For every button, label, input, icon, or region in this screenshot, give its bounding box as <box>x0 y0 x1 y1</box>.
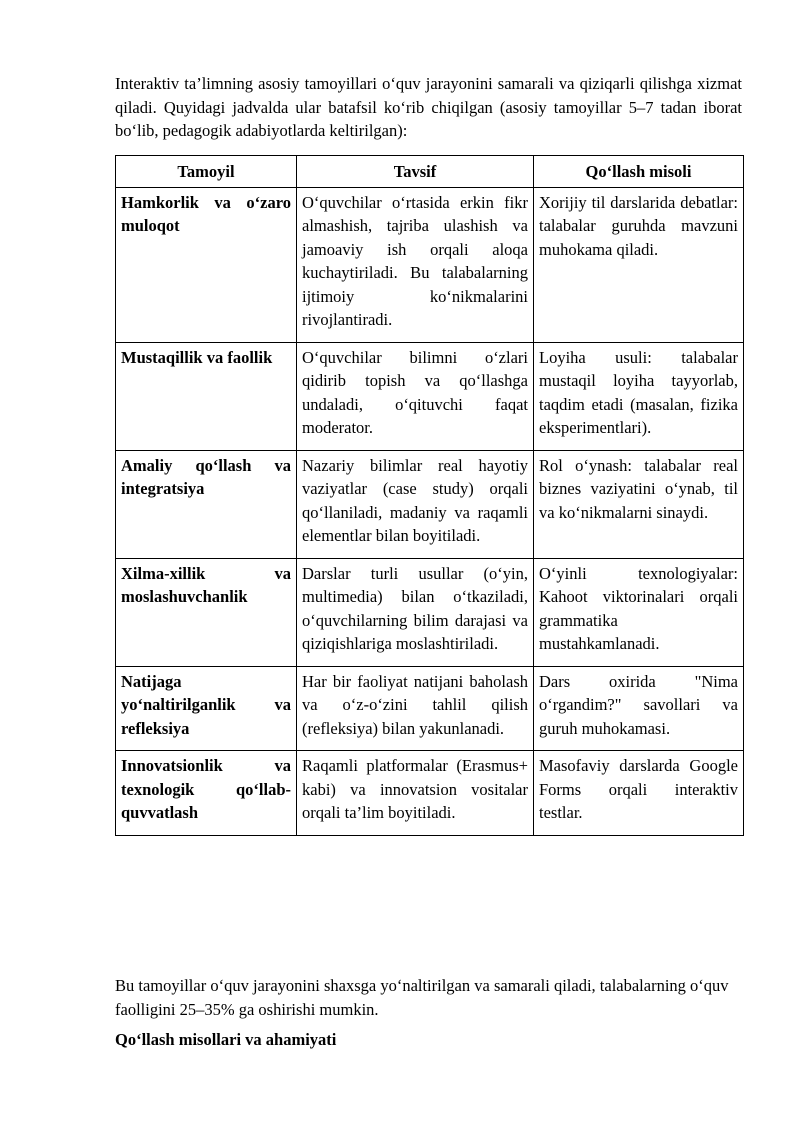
table-row <box>116 558 744 666</box>
description-cell: O‘quvchilar o‘rtasida erkin fikr almashish, tajriba ulashish va jamoaviy ish orqali aloqa kuchaytiriladi. Bu talabalarning ijtimoiy ko‘nikmalarini rivojlantiradi. <box>297 187 534 342</box>
example-cell: Dars oxirida "Nima o‘rgandim?" savollari va guruh muhokamasi. <box>534 666 744 751</box>
principle-cell: Natijaga yo‘naltirilganlik va refleksiya <box>116 666 297 751</box>
table-header-row <box>116 156 744 188</box>
header-example: Qo‘llash misoli <box>534 156 744 188</box>
description-cell: Nazariy bilimlar real hayotiy vaziyatlar (case study) orqali qo‘llaniladi, madaniy va raqamli elementlar bilan boyitiladi. <box>297 450 534 558</box>
description-cell: Raqamli platformalar (Erasmus+ kabi) va innovatsion vositalar orqali ta’lim boyitiladi. <box>297 751 534 836</box>
principle-cell: Innovatsionlik va texnologik qo‘llab-quvvatlash <box>116 751 297 836</box>
example-cell: Xorijiy til darslarida debatlar: talabalar guruhda mavzuni muhokama qiladi. <box>534 187 744 342</box>
principles-table <box>115 155 744 836</box>
summary-paragraph: Bu tamoyillar o‘quv jarayonini shaxsga yo‘naltirilgan va samarali qiladi, talabalarning o‘quv faolligini 25–35% ga oshirishi mumkin. <box>115 976 729 1019</box>
section-heading: Qo‘llash misollari va ahamiyati <box>115 1030 337 1049</box>
description-cell: O‘quvchilar bilimni o‘zlari qidirib topish va qo‘llashga undaladi, o‘qituvchi faqat moderator. <box>297 342 534 450</box>
principle-cell: Amaliy qo‘llash va integratsiya <box>116 450 297 558</box>
table-row <box>116 450 744 558</box>
example-cell: O‘yinli texnologiyalar: Kahoot viktorinalari orqali grammatika mustahkamlanadi. <box>534 558 744 666</box>
example-cell: Masofaviy darslarda Google Forms orqali interaktiv testlar. <box>534 751 744 836</box>
table-row <box>116 342 744 450</box>
description-cell: Har bir faoliyat natijani baholash va o‘z-o‘zini tahlil qilish (refleksiya) bilan yakunlanadi. <box>297 666 534 751</box>
example-cell: Loyiha usuli: talabalar mustaqil loyiha tayyorlab, taqdim etadi (masalan, fizika eksperimentlari). <box>534 342 744 450</box>
table-row <box>116 187 744 342</box>
intro-paragraph: Interaktiv ta’limning asosiy tamoyillari o‘quv jarayonini samarali va qiziqarli qilishga xizmat qiladi. Quyidagi jadvalda ular batafsil ko‘rib chiqilgan (asosiy tamoyillar 5–7 tadan iborat bo‘lib, pedagogik adabiyotlarda keltirilgan): <box>115 74 742 140</box>
principle-cell: Hamkorlik va o‘zaro muloqot <box>116 187 297 342</box>
header-description: Tavsif <box>297 156 534 188</box>
header-principle: Tamoyil <box>116 156 297 188</box>
principle-cell: Xilma-xillik va moslashuvchanlik <box>116 558 297 666</box>
description-cell: Darslar turli usullar (o‘yin, multimedia) bilan o‘tkaziladi, o‘quvchilarning bilim darajasi va qiziqishlariga moslashtiriladi. <box>297 558 534 666</box>
table-row <box>116 666 744 751</box>
principle-cell: Mustaqillik va faollik <box>116 342 297 450</box>
table-row <box>116 751 744 836</box>
example-cell: Rol o‘ynash: talabalar real biznes vaziyatini o‘ynab, til va ko‘nikmalarni sinaydi. <box>534 450 744 558</box>
